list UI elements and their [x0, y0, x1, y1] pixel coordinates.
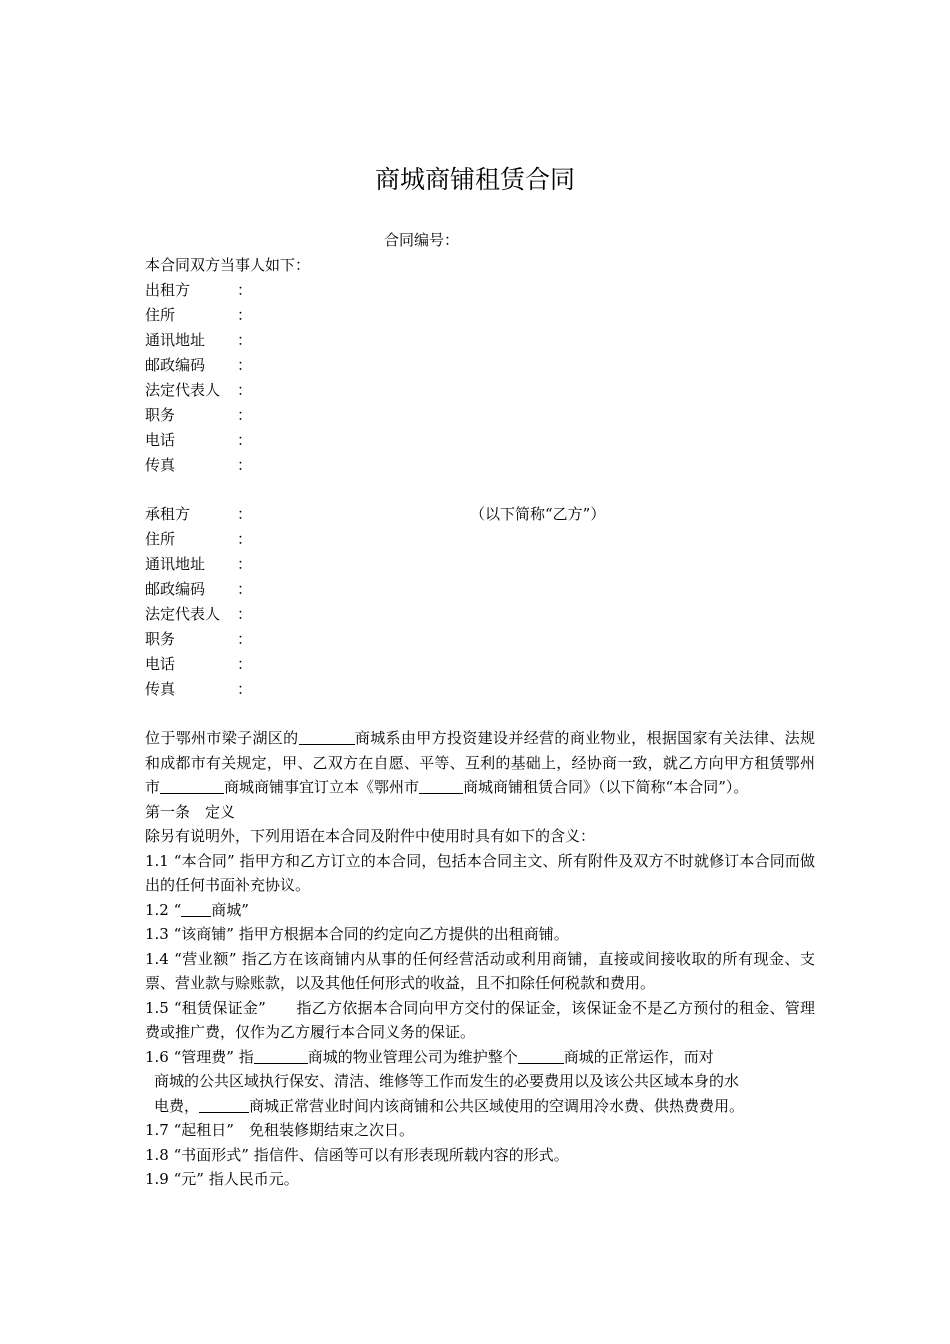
- definition-item: 1.9 “元” 指人民币元。: [145, 1170, 299, 1188]
- blank-underline: [199, 1096, 249, 1113]
- blank-underline: [181, 900, 211, 917]
- spacer: [145, 478, 815, 502]
- lessee-abbreviation: （以下简称“乙方”）: [470, 505, 606, 523]
- lessee-block: [145, 502, 815, 702]
- definition-item: 1.5 “租赁保证金” 指乙方依据本合同向甲方交付的保证金，该保证金不是乙方预付的租金、管理费或推广费，仅作为乙方履行本合同义务的保证。: [145, 998, 815, 1041]
- definition-item: 1.6 “管理费” 指 商城的物业管理公司为维护整个 商城的正常运作，而对 商城的公共区域执行保安、清洁、维修等工作而发生的必要费用以及该公共区域本身的水 电费， 商城正常营业时间内该商铺和公共区域使用的空调用冷水费、供热费费用。: [145, 1047, 745, 1115]
- article-intro: 除另有说明外，下列用语在本合同及附件中使用时具有如下的含义：: [145, 827, 596, 845]
- lessor-field: 通讯地址 ：: [145, 331, 253, 349]
- lessor-field: 邮政编码 ：: [145, 356, 253, 374]
- blank-underline: [518, 1047, 564, 1064]
- lessor-block: [145, 278, 815, 478]
- document-title: 商城商铺租赁合同: [374, 165, 575, 194]
- lessee-field: 邮政编码 ：: [145, 580, 253, 598]
- contract-number-label: 合同编号：: [384, 231, 460, 249]
- spacer: [145, 702, 815, 726]
- definition-item: 1.2 “ 商城”: [145, 900, 249, 919]
- lessor-field: 法定代表人 ：: [145, 381, 253, 399]
- lessee-field: 电话 ：: [145, 655, 253, 673]
- blank-underline: [160, 777, 224, 794]
- lessee-field: 职务 ：: [145, 630, 253, 648]
- definition-item: 1.3 “该商铺” 指甲方根据本合同的约定向乙方提供的出租商铺。: [145, 925, 569, 943]
- lessor-field: 电话 ：: [145, 431, 253, 449]
- definition-item: 1.4 “营业额” 指乙方在该商铺内从事的任何经营活动或利用商铺，直接或间接收取的所有现金、支票、营业款与赊账款，以及其他任何形式的收益，且不扣除任何税款和费用。: [145, 949, 815, 992]
- lessee-field: 住所 ：: [145, 530, 253, 548]
- lessee-field: 传真 ：: [145, 680, 253, 698]
- lessor-field: 职务 ：: [145, 406, 253, 424]
- lessee-field: 承租方 ： （以下简称“乙方”）: [145, 502, 815, 527]
- document-body: [145, 253, 815, 1192]
- parties-intro: 本合同双方当事人如下：: [145, 256, 311, 274]
- lessor-field: 传真 ：: [145, 456, 253, 474]
- lessee-field: 法定代表人 ：: [145, 605, 253, 623]
- blank-underline: [419, 777, 463, 794]
- preamble-paragraph: 位于鄂州市梁子湖区的 商城系由甲方投资建设并经营的商业物业，根据国家有关法律、法规和成都市有关规定，甲、乙双方在自愿、平等、互利的基础上，经协商一致，就乙方向甲方租赁鄂州市 商城商铺事宜订立本《鄂州市 商城商铺租赁合同》（以下简称“本合同”）。: [145, 729, 815, 796]
- article-heading: 第一条 定义: [145, 802, 236, 821]
- definition-item: 1.1 “本合同” 指甲方和乙方订立的本合同，包括本合同主文、所有附件及双方不时就修订本合同而做出的任何书面补充协议。: [145, 851, 815, 894]
- definition-item: 1.7 “起租日” 免租装修期结束之次日。: [145, 1121, 414, 1139]
- lessee-field: 通讯地址 ：: [145, 555, 253, 573]
- lessor-field: 出租方 ：: [145, 281, 253, 299]
- blank-underline: [299, 728, 355, 745]
- blank-underline: [254, 1047, 308, 1064]
- definition-item: 1.8 “书面形式” 指信件、信函等可以有形表现所载内容的形式。: [145, 1145, 569, 1164]
- lessor-field: 住所 ：: [145, 306, 253, 324]
